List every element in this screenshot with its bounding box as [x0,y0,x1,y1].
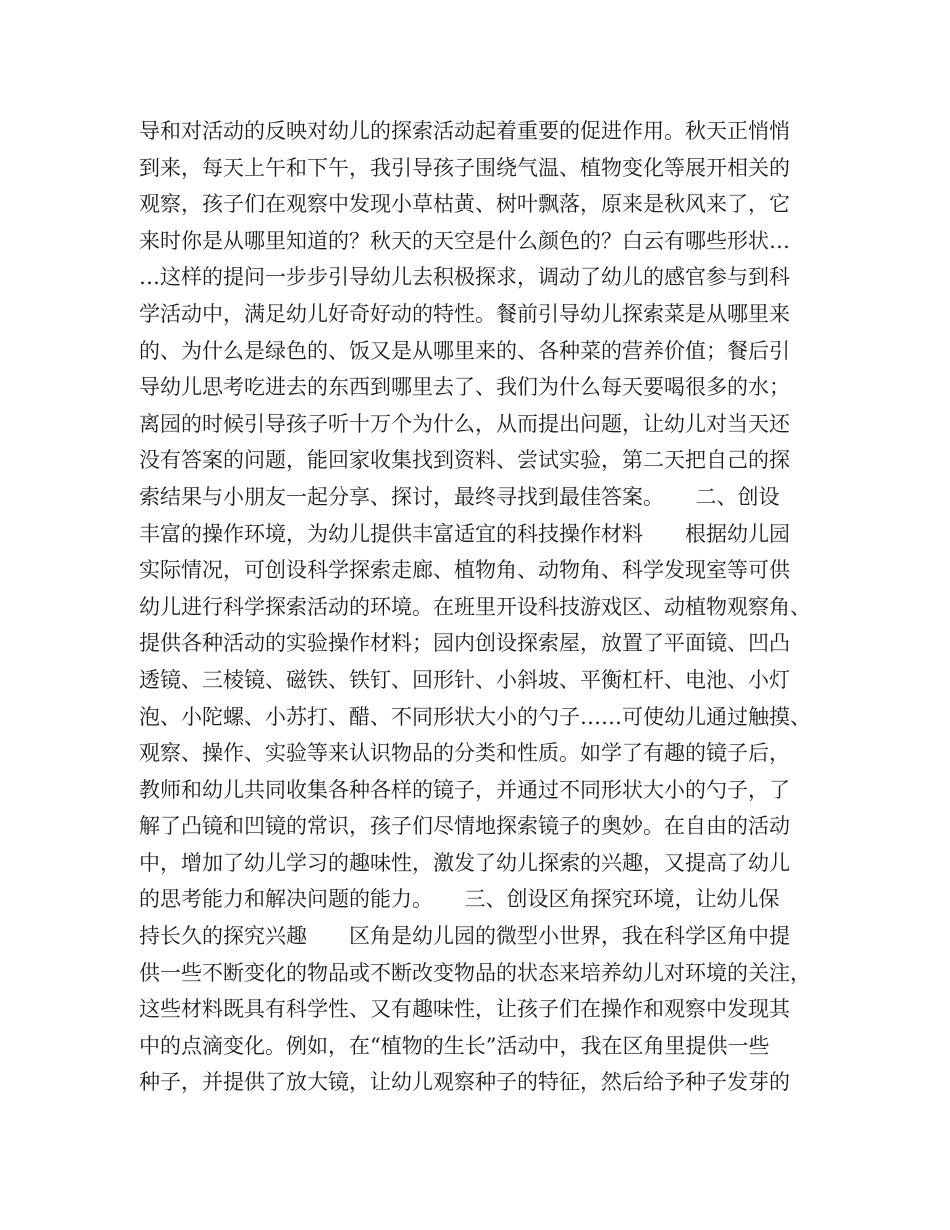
text-line: 解了凸镜和凹镜的常识，孩子们尽情地探索镜子的奥妙。在自由的活动 [139,814,790,839]
text-line: 观察，孩子们在观察中发现小草枯黄、树叶飘落，原来是秋风来了，它 [139,192,790,217]
text-line: 实际情况，可创设科学探索走廊、植物角、动物角、科学发现室等可供 [139,558,790,583]
body-text [139,113,829,1101]
text-line: 到来，每天上午和下午，我引导孩子围绕气温、植物变化等展开相关的 [139,155,790,180]
text-line: 中，增加了幼儿学习的趣味性，激发了幼儿探索的兴趣，又提高了幼儿 [139,850,790,875]
text-line: 教师和幼儿共同收集各种各样的镜子，并通过不同形状大小的勺子，了 [139,777,790,802]
text-line: 离园的时候引导孩子听十万个为什么，从而提出问题，让幼儿对当天还 [139,411,790,436]
text-line: 索结果与小朋友一起分享、探讨，最终寻找到最佳答案。 二、创设 [139,484,780,509]
text-line: 种子，并提供了放大镜，让幼儿观察种子的特征，然后给予种子发芽的 [139,1070,790,1095]
text-line: 导幼儿思考吃进去的东西到哪里去了、我们为什么每天要喝很多的水； [139,375,790,400]
text-line: 学活动中，满足幼儿好奇好动的特性。餐前引导幼儿探索菜是从哪里来 [139,301,790,326]
text-line: 这些材料既具有科学性、又有趣味性，让孩子们在操作和观察中发现其 [139,997,790,1022]
text-line: 的、为什么是绿色的、饭又是从哪里来的、各种菜的营养价值；餐后引 [139,338,790,363]
text-line: 泡、小陀螺、小苏打、醋、不同形状大小的勺子……可使幼儿通过触摸、 [139,704,811,729]
text-line: 中的点滴变化。例如，在“植物的生长”活动中，我在区角里提供一些 [139,1033,770,1058]
text-line: 没有答案的问题，能回家收集找到资料、尝试实验，第二天把自己的探 [139,448,790,473]
text-line: 供一些不断变化的物品或不断改变物品的状态来培养幼儿对环境的关注， [139,960,811,985]
text-line: 丰富的操作环境，为幼儿提供丰富适宜的科技操作材料 根据幼儿园 [139,521,790,546]
text-line: 提供各种活动的实验操作材料；园内创设探索屋，放置了平面镜、凹凸 [139,631,790,656]
text-line: 的思考能力和解决问题的能力。 三、创设区角探究环境，让幼儿保 [139,887,780,912]
text-line: 导和对活动的反映对幼儿的探索活动起着重要的促进作用。秋天正悄悄 [139,119,790,143]
text-line: 观察、操作、实验等来认识物品的分类和性质。如学了有趣的镜子后， [139,741,790,766]
text-line: …这样的提问一步步引导幼儿去积极探求，调动了幼儿的感官参与到科 [139,265,790,290]
text-line: 持长久的探究兴趣 区角是幼儿园的微型小世界，我在科学区角中提 [139,924,790,949]
text-line: 来时你是从哪里知道的？秋天的天空是什么颜色的？白云有哪些形状… [139,228,790,253]
text-line: 透镜、三棱镜、磁铁、铁钉、回形针、小斜坡、平衡杠杆、电池、小灯 [139,667,790,692]
text-line: 幼儿进行科学探索活动的环境。在班里开设科技游戏区、动植物观察角、 [139,594,811,619]
